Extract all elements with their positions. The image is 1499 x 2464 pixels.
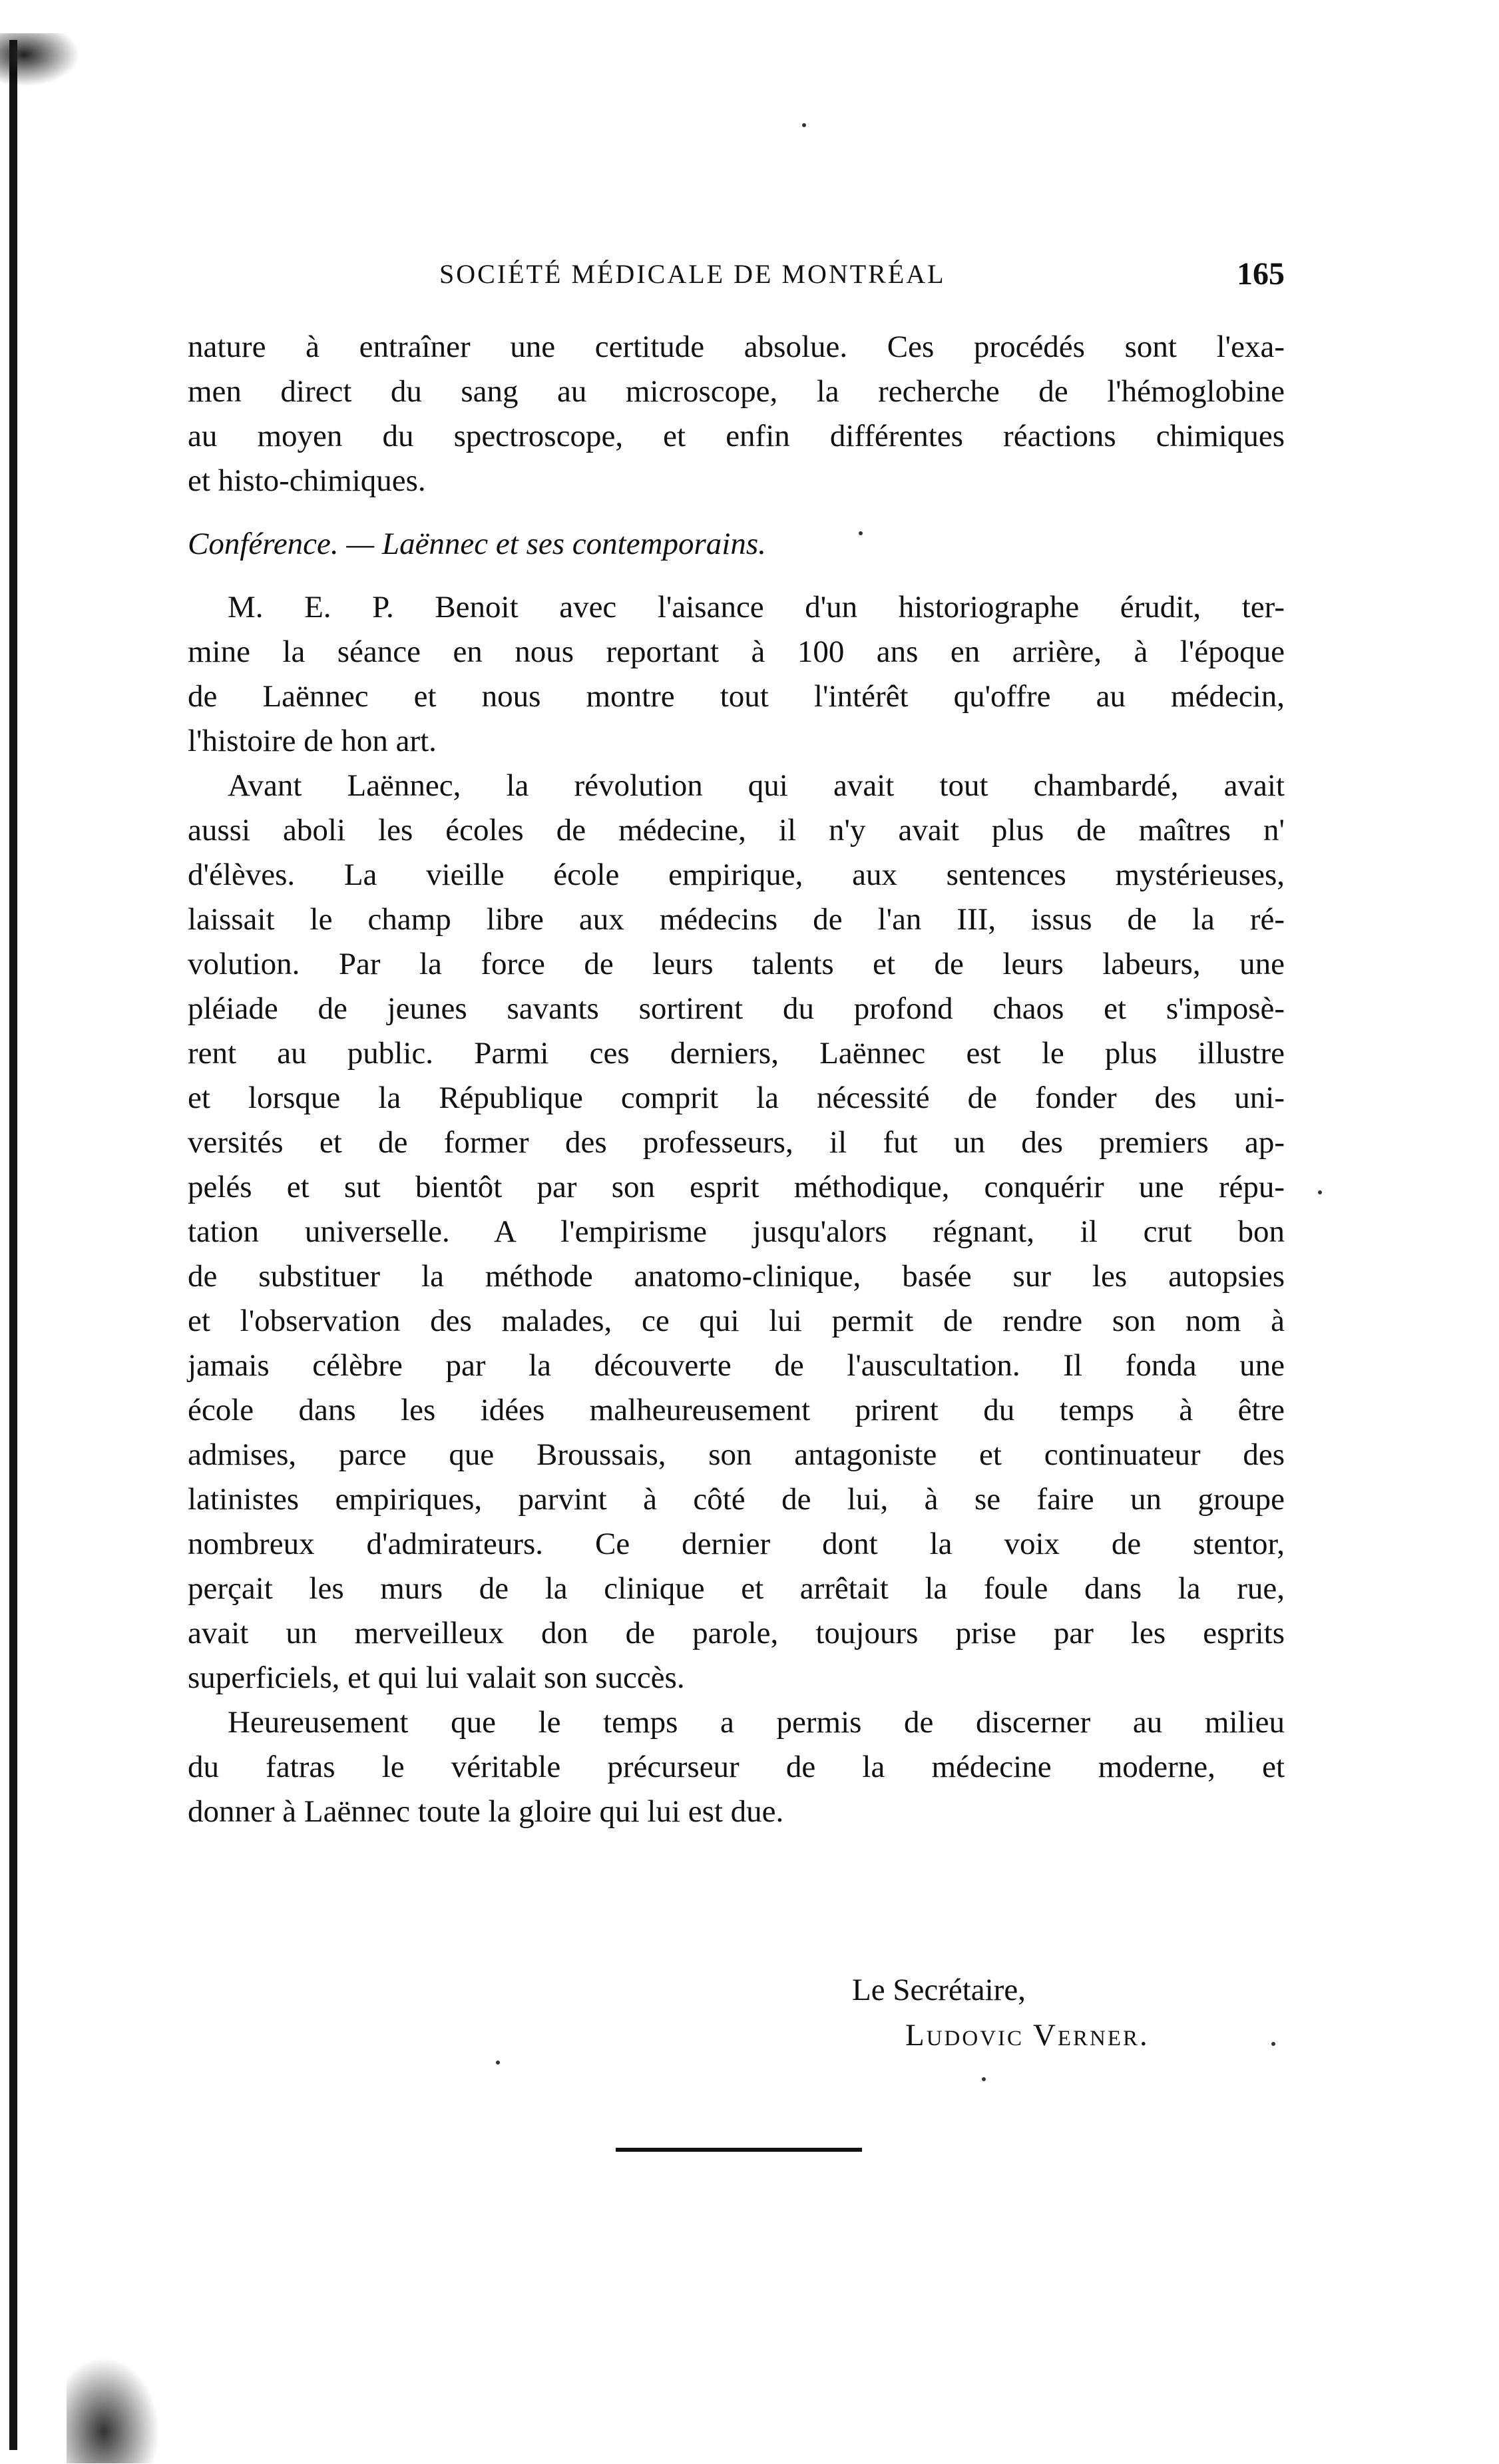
text-line: école dans les idées malheureusement prirent du temps à être <box>188 1393 1285 1427</box>
text-line: admises, parce que Broussais, son antagoniste et continuateur des <box>188 1437 1285 1472</box>
running-header <box>439 258 1298 298</box>
text-line: l'histoire de hon art. <box>188 724 437 758</box>
scan-speck <box>1318 1190 1322 1194</box>
text-line: avait un merveilleux don de parole, toujours prise par les esprits <box>188 1616 1285 1650</box>
text-line: Avant Laënnec, la révolution qui avait tout chambardé, avait <box>228 768 1285 803</box>
text-line: jamais célèbre par la découverte de l'auscultation. Il fonda une <box>188 1348 1285 1383</box>
scan-corner-smudge <box>0 33 80 87</box>
scan-speck <box>802 123 806 127</box>
scan-speck <box>982 2077 986 2081</box>
signature-title: Le Secrétaire, <box>852 1973 1026 2007</box>
text-line: et lorsque la République comprit la nécessité de fonder des uni- <box>188 1081 1285 1115</box>
text-line: nature à entraîner une certitude absolue. Ces procédés sont l'exa- <box>188 330 1285 364</box>
signature-name: Ludovic Verner. <box>905 2018 1150 2053</box>
text-line: aussi aboli les écoles de médecine, il n'y avait plus de maîtres n' <box>188 813 1285 848</box>
text-line: pelés et sut bientôt par son esprit méthodique, conquérir une répu- <box>188 1170 1285 1204</box>
text-line: nombreux d'admirateurs. Ce dernier dont la voix de stentor, <box>188 1527 1285 1561</box>
text-line: men direct du sang au microscope, la recherche de l'hémoglobine <box>188 374 1285 409</box>
text-line: d'élèves. La vieille école empirique, aux sentences mystérieuses, <box>188 858 1285 892</box>
text-line: M. E. P. Benoit avec l'aisance d'un historiographe érudit, ter- <box>228 590 1285 624</box>
text-line: de substituer la méthode anatomo-clinique, basée sur les autopsies <box>188 1259 1285 1294</box>
text-line: et histo-chimiques. <box>188 463 426 498</box>
text-line: Heureusement que le temps a permis de discerner au milieu <box>228 1705 1285 1740</box>
text-line: de Laënnec et nous montre tout l'intérêt qu'offre au médecin, <box>188 679 1285 714</box>
text-line: pléiade de jeunes savants sortirent du profond chaos et s'imposè- <box>188 991 1285 1026</box>
signature-block <box>852 1967 1318 2058</box>
text-line: versités et de former des professeurs, il fut un des premiers ap- <box>188 1125 1285 1160</box>
text-line: tation universelle. A l'empirisme jusqu'alors régnant, il crut bon <box>188 1214 1285 1249</box>
text-line: volution. Par la force de leurs talents et de leurs labeurs, une <box>188 947 1285 981</box>
page-binding-edge <box>9 40 17 2450</box>
text-line: donner à Laënnec toute la gloire qui lui est due. <box>188 1794 784 1829</box>
text-line: latinistes empiriques, parvint à côté de lui, à se faire un groupe <box>188 1482 1285 1517</box>
text-line: au moyen du spectroscope, et enfin différentes réactions chimiques <box>188 419 1285 453</box>
text-line: perçait les murs de la clinique et arrêtait la foule dans la rue, <box>188 1571 1285 1606</box>
page-number: 165 <box>1237 256 1285 292</box>
text-line: et l'observation des malades, ce qui lui permit de rendre son nom à <box>188 1304 1285 1338</box>
text-line: rent au public. Parmi ces derniers, Laënnec est le plus illustre <box>188 1036 1285 1071</box>
conference-heading: Conférence. — Laënnec et ses contemporains. <box>188 527 766 561</box>
text-line: superficiels, et qui lui valait son succès. <box>188 1660 685 1695</box>
scan-bottom-smudge <box>67 2357 160 2463</box>
text-line: mine la séance en nous reportant à 100 ans en arrière, à l'époque <box>188 634 1285 669</box>
scan-speck <box>496 2061 500 2065</box>
body-text <box>188 325 1285 1834</box>
running-title: SOCIÉTÉ MÉDICALE DE MONTRÉAL <box>439 259 946 289</box>
text-line: du fatras le véritable précurseur de la médecine moderne, et <box>188 1750 1285 1784</box>
end-rule <box>616 2148 862 2152</box>
text-line: laissait le champ libre aux médecins de l'an III, issus de la ré- <box>188 902 1285 937</box>
